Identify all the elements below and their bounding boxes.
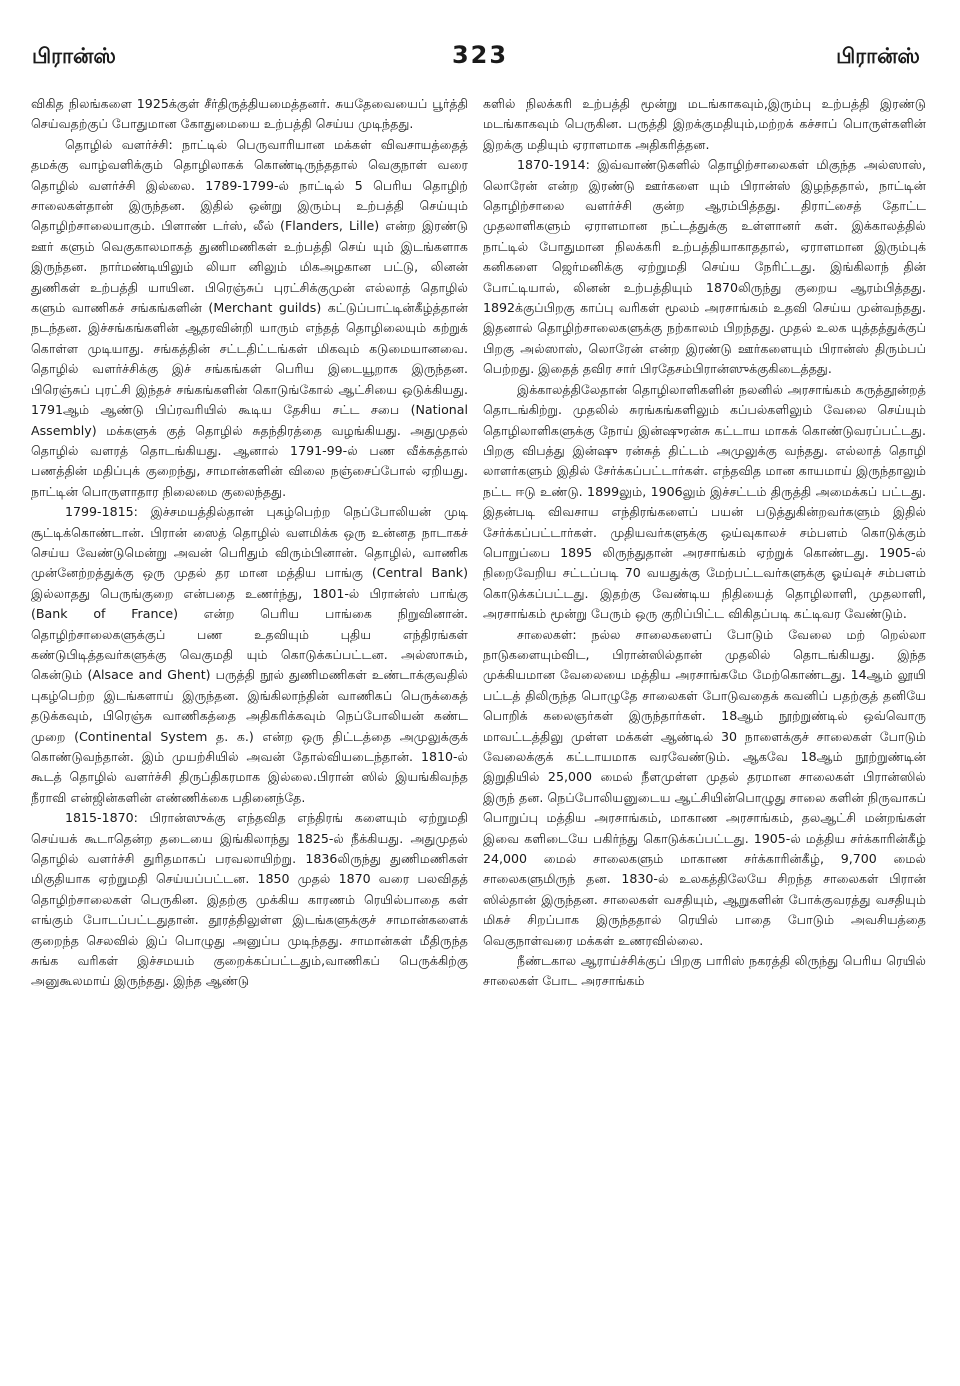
paragraph-1870-1914: 1870-1914: இவ்வாண்டுகளில் தொழிற்சாலைகள் மிகுந்த அல்ஸாஸ், லொரேன் என்ற இரண்டு ஊர்களை யும் பிரான்ஸ் இழந்ததால், நாட்டின் தொழிற்சாலை வளர்ச்சி குன்ற ஆரம்பித்தது. திராட்சைத் தோட்ட முதலாளிகளும் ஏராளமான நட்டத்துக்கு உள்ளானர் கள். இக்காலத்தில் நாட்டில் போதுமான நிலக்கரி உற்பத்தியாகாததால், ஏராளமான இரும்புக் கனிகளை ஜெர்மனிக்கு ஏற்றுமதி செய்ய நேரிட்டது. இங்கிலாந் தின் போட்டியால், லினன் உற்பத்தியும் 1870லிருந்து குறைய ஆரம்பித்தது. 1892க்குப்பிறகு காப்பு வரிகள் மூலம் அரசாங்கம் உதவி செய்ய முன்வந்தது. இதனால் தொழிற்சாலைகளுக்கு நற்காலம் பிறந்தது. முதல் உலக யுத்தத்துக்குப் பிறகு அல்ஸாஸ், லொரேன் என்ற இரண்டு ஊர்களையும் பிரான்ஸ் திரும்பப் பெற்றது. இதைத் தவிர சார் பிரதேசம்பிரான்ஸுக்குகிடைத்தது. xyxy=(483,157,926,377)
running-head-right: பிரான்ஸ் xyxy=(836,44,920,68)
right-column xyxy=(483,94,926,1374)
page-header xyxy=(0,0,960,90)
paragraph-1815-1870: 1815-1870: பிரான்ஸுக்கு எந்தவித எந்திரங் களையும் ஏற்றுமதி செய்யக் கூடாதென்ற தடையை இங்கிலாந்து 1825-ல் நீக்கியது. அதுமுதல் தொழில் வளர்ச்சி துரிதமாகப் பரவலாயிற்று. 1836லிருந்து துணிமணிகள் மிகுதியாக ஏற்றுமதி செய்யப்பட்டன. 1850 முதல் 1870 வரை பலவிதத் தொழிற்சாலைகள் பெருகின. இதற்கு முக்கிய காரணம் ரெயில்பாதை கள் எங்கும் போடப்பட்டதுதான். தூரத்திலுள்ள இடங்களுக்குச் சாமான்களைக் குறைந்த செலவில் இப் பொழுது அனுப்ப முடிந்தது. சாமான்கள் மீதிருந்த சுங்க வரிகள் இச்சமயம் குறைக்கப்பட்டதும்,வாணிகப் பெருக்கிற்கு அனுகூலமாய் இருந்தது. இந்த ஆண்டு xyxy=(31,810,468,989)
paragraph-railways: நீண்டகால ஆராய்ச்சிக்குப் பிறகு பாரிஸ் நகரத்தி லிருந்து பெரிய ரெயில் சாலைகள் போட அரசாங்கம் xyxy=(483,953,926,989)
running-head-left: பிரான்ஸ் xyxy=(32,44,116,68)
paragraph: களில் நிலக்கரி உற்பத்தி மூன்று மடங்காகவும்,இரும்பு உற்பத்தி இரண்டு மடங்காகவும் பெருகின. பருத்தி இறக்குமதியும்,மற்றக் கச்சாப் பொருள்களின் இறக்கு மதியும் ஏராளமாக அதிகரித்தன. xyxy=(483,96,926,152)
paragraph-labour-welfare: இக்காலத்திலேதான் தொழிலாளிகளின் நலனில் அரசாங்கம் கருத்தூன்றத் தொடங்கிற்று. முதலில் சுரங்கங்களிலும் கப்பல்களிலும் வேலை செய்யும் தொழிலாளிகளுக்கு நோய் இன்ஷுரன்சு கட்டாய மாகக் கொண்டுவரப்பட்டது. பிறகு விபத்து இன்ஷு ரன்சுத் திட்டம் அமுலுக்கு வந்தது. எல்லாத் தொழி லாளர்களும் இதில் சேர்க்கப்பட்டார்கள். எந்தவித மான காயமாய் இருந்தாலும் நட்ட ஈடு உண்டு. 1899லும், 1906லும் இச்சட்டம் திருத்தி அமைக்கப் பட்டது. இதன்படி விவசாய எந்திரங்களைப் பயன் படுத்துகின்றவர்களும் இதில் சேர்க்கப்பட்டார்கள். முதியவர்களுக்கு ஒய்வுகாலச் சம்பளம் கொடுக்கும் பொறுப்பை 1895 லிருந்துதான் அரசாங்கம் ஏற்றுக் கொண்டது. 1905-ல் நிறைவேறிய சட்டப்படி 70 வயதுக்கு மேற்பட்டவர்களுக்கு ஓய்வுச் சம்பளம் கொடுக்கப்பட்டது. இதற்கு வேண்டிய நிதியைத் தொழிலாளி, முதலாளி, அரசாங்கம் மூன்று பேரும் ஒரு குறிப்பிட்ட விகிதப்படி கட்டிவர வேண்டும். xyxy=(483,381,926,622)
paragraph-1799-1815: 1799-1815: இச்சமயத்தில்தான் புகழ்பெற்ற நெப்போலியன் முடி சூட்டிக்கொண்டான். பிரான் ஸைத் தொழில் வளமிக்க ஒரு உன்னத நாடாகச் செய்ய வேண்டுமென்று அவன் பெரிதும் விரும்பினான். தொழில், வாணிக முன்னேற்றத்துக்கு ஒரு முதல் தர மான மத்திய பாங்கு (Central Bank) இல்லாதது பெருங்குறை என்பதை உணர்ந்து, 1801-ல் பிரான்ஸ் பாங்கு (Bank of France) என்ற பெரிய பாங்கை நிறுவினான். தொழிற்சாலைகளுக்குப் பண உதவியும் புதிய எந்திரங்கள் கண்டுபிடித்தவர்களுக்கு வெகுமதி யும் கொடுக்கப்பட்டன. அல்ஸாசும், கென்டும் (Alsace and Ghent) பருத்தி நூல் துணிமணிகள் உண்டாக்குவதில் புகழ்பெற்ற இடங்களாய் இருந்தன. இங்கிலாந்தின் வாணிகப் பெருக்கைத் தடுக்கவும், பிரெஞ்சு வாணிகத்தை அதிகரிக்கவும் நெப்போலியன் கண்ட முறை (Continental System த. க.) என்ற ஒரு திட்டத்தை அமுலுக்குக் கொண்டுவந்தான். இம் முயற்சியில் அவன் தோல்வியடைந்தான். 1810-ல் கூடத் தொழில் வளர்ச்சி திருப்திகரமாக இல்லை.பிரான் ஸில் இயங்கிவந்த நீராவி என்ஜின்களின் எண்ணிக்கை பதினைந்தே. xyxy=(31,504,468,805)
page-number: 323 xyxy=(451,41,509,69)
left-column xyxy=(31,94,468,1374)
paragraph-roads: சாலைகள்: நல்ல சாலைகளைப் போடும் வேலை மற் றெல்லா நாடுகளையும்விட, பிரான்ஸில்தான் முதலில் தொடங்கியது. இந்த முக்கியமான வேலையை மத்திய அரசாங்கமே மேற்கொண்டது. 14ஆம் லூயி பட்டத் திலிருந்த பொழுதே சாலைகள் போடுவதைக் கவனிப் பதற்குத் தனியே பொறிக் கலைஞர்கள் இருந்தார்கள். 18ஆம் நூற்றுண்டில் ஒவ்வொரு மாவட்டத்திலு முள்ள மக்கள் ஆண்டில் 30 நாளைக்குச் சாலைகள் போடும் வேலைக்குக் கட்டாயமாக வரவேண்டும். ஆகவே 18ஆம் நூற்றுண்டின் இறுதியில் 25,000 மைல் நீளமுள்ள முதல் தரமான சாலைகள் பிரான்ஸில் இருந் தன. நெப்போலியனுடைய ஆட்சியின்பொழுது சாலை களின் நிருவாகப் பொறுப்பு மத்திய அரசாங்கம், மாகாண அரசாங்கம், தலஆட்சி மன்றங்கள் இவை களிடையே பகிர்ந்து கொடுக்கப்பட்டது. 1905-ல் மத்திய சர்க்காரின்கீழ் 24,000 மைல் சாலைகளும் மாகாண சர்க்காரின்கீழ், 9,700 மைல் சாலைகளுமிருந் தன. 1830-ல் உலகத்திலேயே சிறந்த சாலைகள் பிரான் ஸில்தான் இருந்தன. சாலைகள் வசதியும், ஆறுகளின் போக்குவரத்து வசதியும் மிகச் சிறப்பாக இருந்ததால் ரெயில் பாதை போடும் அவசியத்தை வெகுநாள்வரை மக்கள் உணரவில்லை. xyxy=(483,626,926,948)
paragraph-industrial-growth: தொழில் வளர்ச்சி: நாட்டில் பெருவாரியான மக்கள் விவசாயத்தைத் தமக்கு வாழ்வளிக்கும் தொழிலாகக் கொண்டிருந்ததால் வெகுநாள் வரை தொழில் வளர்ச்சி இல்லை. 1789-1799-ல் நாட்டில் 5 பெரிய தொழிற் சாலைகள்தான் இருந்தன. இதில் ஒன்று இரும்பு உற்பத்தி செய்யும் தொழிற்சாலையாகும். பிளாண் டர்ஸ், லீல் (Flanders, Lille) என்ற இரண்டு ஊர் களும் வெகுகாலமாகத் துணிமணிகள் உற்பத்தி செய் யும் இடங்களாக இருந்தன. நார்மண்டியிலும் லியா னிலும் மிகஅழகான பட்டு, லினன் துணிகள் உற்பத்தி யாயின. பிரெஞ்சுப் புரட்சிக்குமுன் எல்லாத் தொழில் களும் வாணிகச் சங்கங்களின் (Merchant guilds) கட்டுப்பாட்டின்கீழ்த்தான் நடந்தன. இச்சங்கங்களின் ஆதரவின்றி யாரும் எந்தத் தொழிலையும் கற்றுக் கொள்ள முடியாது. சங்கத்தின் சட்டதிட்டங்கள் மிகவும் கடுமையானவை. தொழில் வளர்ச்சிக்கு இச் சங்கங்கள் பெரிய இடையூறாக இருந்தன. பிரெஞ்சுப் புரட்சி இந்தச் சங்கங்களின் கொடுங்கோல் ஆட்சியை ஒடுக்கியது. 1791ஆம் ஆண்டு பிப்ரவரியில் கூடிய தேசிய சட்ட சபை (National Assembly) மக்களுக் குத் தொழில் சுதந்திரத்தை வழங்கியது. அதுமுதல் தொழில் வளரத் தொடங்கியது. ஆனால் 1791-99-ல் பண வீக்கத்தால் பணத்தின் மதிப்புக் குறைந்து, சாமான்களின் விலை நஞ்சைப்போல் ஏறியது. நாட்டின் பொருளாதார நிலைமை குலைந்தது. xyxy=(31,136,468,499)
paragraph: விகித நிலங்களை 1925க்குள் சீர்திருத்தியமைத்தனர். சுயதேவையைப் பூர்த்தி செய்வதற்குப் போதுமான கோதுமையை உற்பத்தி செய்ய முடிந்தது. xyxy=(31,96,468,132)
